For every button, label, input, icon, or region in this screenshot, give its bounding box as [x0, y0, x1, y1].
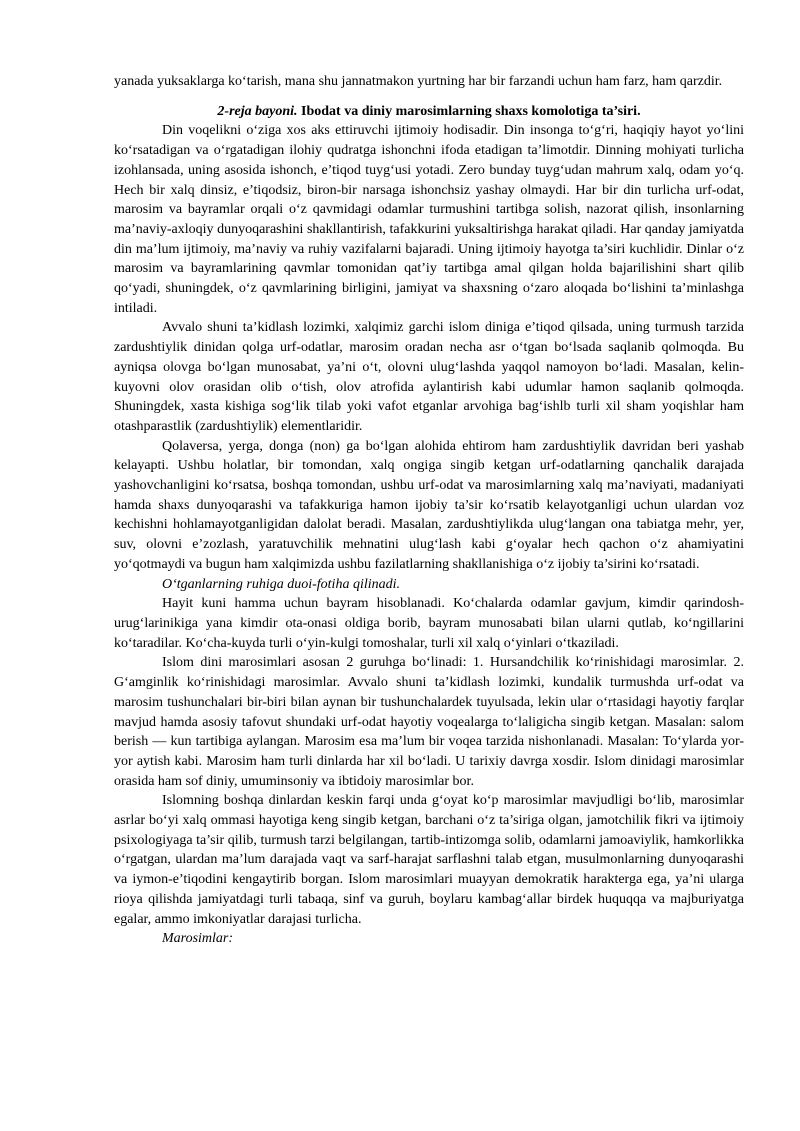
intro-paragraph: yanada yuksaklarga ko‘tarish, mana shu jannatmakon yurtning har bir farzandi uchun ham farz, ham qarzdir. — [114, 74, 723, 89]
section-heading-lead: 2-reja bayoni. — [217, 103, 298, 119]
body-paragraph: Qolaversa, yerga, donga (non) ga bo‘lgan alohida ehtirom ham zardushtiylik davridan beri yashab kelayapti. Ushbu holatlar, bir tomondan, xalq ongiga singib ketgan urf-odatlarning qanchalik darajada yashovchanligini ko‘rsatsa, boshqa tomondan, ushbu urf-odat va marosimlarning xalq ma’naviyati, madaniyati hamda shaxs dunyoqarashi va tafakkuriga hamon ijobiy ta’sir ko‘rsatib kelayotganligi uchun ulardan voz kechishni hohlamayotganligidan dalolat beradi. Masalan, zardushtiylikda ulug‘langan ona tabiatga mehr, yer, suv, olovni e’zozlash, yaratuvchilik mehnatini ulug‘lash kabi g‘oyalar hech qachon o‘z ahamiyatini yo‘qotmaydi va bugun ham xalqimizda ushbu fazilatlarning shakllanishiga o‘z ijobiy ta’sirini ko‘rsatadi. — [114, 438, 744, 572]
section-heading-title: Ibodat va diniy marosimlarning shaxs komolotiga ta’siri. — [297, 103, 641, 119]
body-paragraph: Avvalo shuni ta’kidlash lozimki, xalqimiz garchi islom diniga e’tiqod qilsada, uning turmush tarzida zardushtiylik dinidan qolga urf-odatlar, marosim oradan necha asr o‘tgan bo‘lsada saqlanib qolmoqda. Bu ayniqsa olovga bo‘lgan munosabat, ya’ni o‘t, olovni ulug‘lashda yaqqol namoyon bo‘ladi. Masalan, kelin-kuyovni olov orasidan olib o‘tish, olov atrofida aylantirish kabi udumlar hamon saqlanib qolmoqda. Shuningdek, xasta kishiga sog‘lik tilab yoki vafot etganlar arvohiga bag‘ishlb turli xil sham yoqishlar ham otashparastlik (zardushtiylik) elementlaridir. — [114, 320, 744, 434]
italic-subhead: O‘tganlarning ruhiga duoi-fotiha qilinadi. — [162, 576, 401, 592]
document-page — [114, 72, 744, 949]
body-paragraph: Din voqelikni o‘ziga xos aks ettiruvchi ijtimoiy hodisadir. Din insonga to‘g‘ri, haqiqiy hayot yo‘lini ko‘rsatadigan va o‘rgatadigan ilohiy qudratga ishonchni ifoda etadigan ta’limotdir. Dinning mohiyati turlicha izohlansada, uning asosida ishonch, e’tiqod tuyg‘usi yotadi. Zero bunday tuyg‘udan mahrum xalq, odam yo‘q. Hech bir xalq dinsiz, e’tiqodsiz, biron-bir narsaga ishonchsiz yashay olmaydi. Har bir din turlicha urf-odat, marosim va bayramlar orqali o‘z qavmidagi odamlar turmushini tartibga solish, nazorat qilish, insonlarning ma’naviy-axloqiy dunyoqarashini shakllantirish, tafakkurini yuksaltirishga harakat qiladi. Har qanday jamiyatda din ma’lum ijtimoiy, ma’naviy va ruhiy vazifalarni bajaradi. Uning ijtimoiy hayotga ta’siri kuchlidir. Dinlar o‘z marosim va bayramlarining qavmlar tomonidan qat’iy tartibga amal qilgan holda bajarilishini shart qilib qo‘yadi, shuningdek, o‘z qavmlarining birligini, jamiyat va shaxsning o‘zaro aloqada bo‘lishini ta’minlashga intiladi. — [114, 123, 744, 316]
italic-subhead: Marosimlar: — [162, 931, 234, 947]
body-paragraph: Hayit kuni hamma uchun bayram hisoblanadi. Ko‘chalarda odamlar gavjum, kimdir qarindosh-urug‘larinikiga yana kimdir ota-onasi oldiga borib, bayram munosabati bilan ularni qutlab, ko‘ngillarini ko‘taradilar. Ko‘cha-kuyda turli o‘yin-kulgi tomoshalar, turli xil xalq o‘yinlari o‘tkaziladi. — [114, 596, 744, 651]
body-paragraph: Islomning boshqa dinlardan keskin farqi unda g‘oyat ko‘p marosimlar mavjudligi bo‘lib, marosimlar asrlar bo‘yi xalq ommasi hayotiga keng singib ketgan, barchani o‘z ta’siriga olgan, jamotchilik fikri va ijtimoiy psixologiyaga ta’sir qilib, turmush tarzi belgilangan, tartib-intizomga solib, odamlarni jamoaviylik, hamkorlikka o‘rgatgan, ulardan ma’lum darajada vaqt va sarf-harajat sarflashni talab etgan, musulmonlarning dunyoqarashi va iymon-e’tiqodini kengaytirib borgan. Islom marosimlari muayyan demokratik harakterga ega, ya’ni ularga rioya qilishda jamiyatdagi turli tabaqa, sinf va guruh, boylaru kambag‘allar birdek huquqqa va majburiyatga egalar, ammo imkoniyatlar darajasi turlicha. — [114, 793, 744, 927]
body-paragraph: Islom dini marosimlari asosan 2 guruhga bo‘linadi: 1. Hursandchilik ko‘rinishidagi marosimlar. 2. G‘amginlik ko‘rinishidagi marosimlar. Avvalo shuni ta’kidlash lozimki, kundalik turmushda urf-odat va marosim tushunchalari bir-biri bilan aynan bir tushunchalardek tuyulsada, lekin ular o‘rtasidagi hayotiy farqlar mavjud hamda asosiy tafovut shundaki urf-odat hayotiy voqealarga to‘laligicha singib ketgan. Masalan: salom berish — kun tartibiga aylangan. Marosim esa ma’lum bir voqea tarzida nishonlanadi. Masalan: To‘ylarda yor-yor aytish kabi. Marosim ham turli dinlarda har xil bo‘ladi. U tarixiy davrga xosdir. Islom dinidagi marosimlar orasida ham sof diniy, umuminsoniy va ibtidoiy marosimlar bor. — [114, 655, 744, 789]
section-heading — [114, 102, 744, 122]
